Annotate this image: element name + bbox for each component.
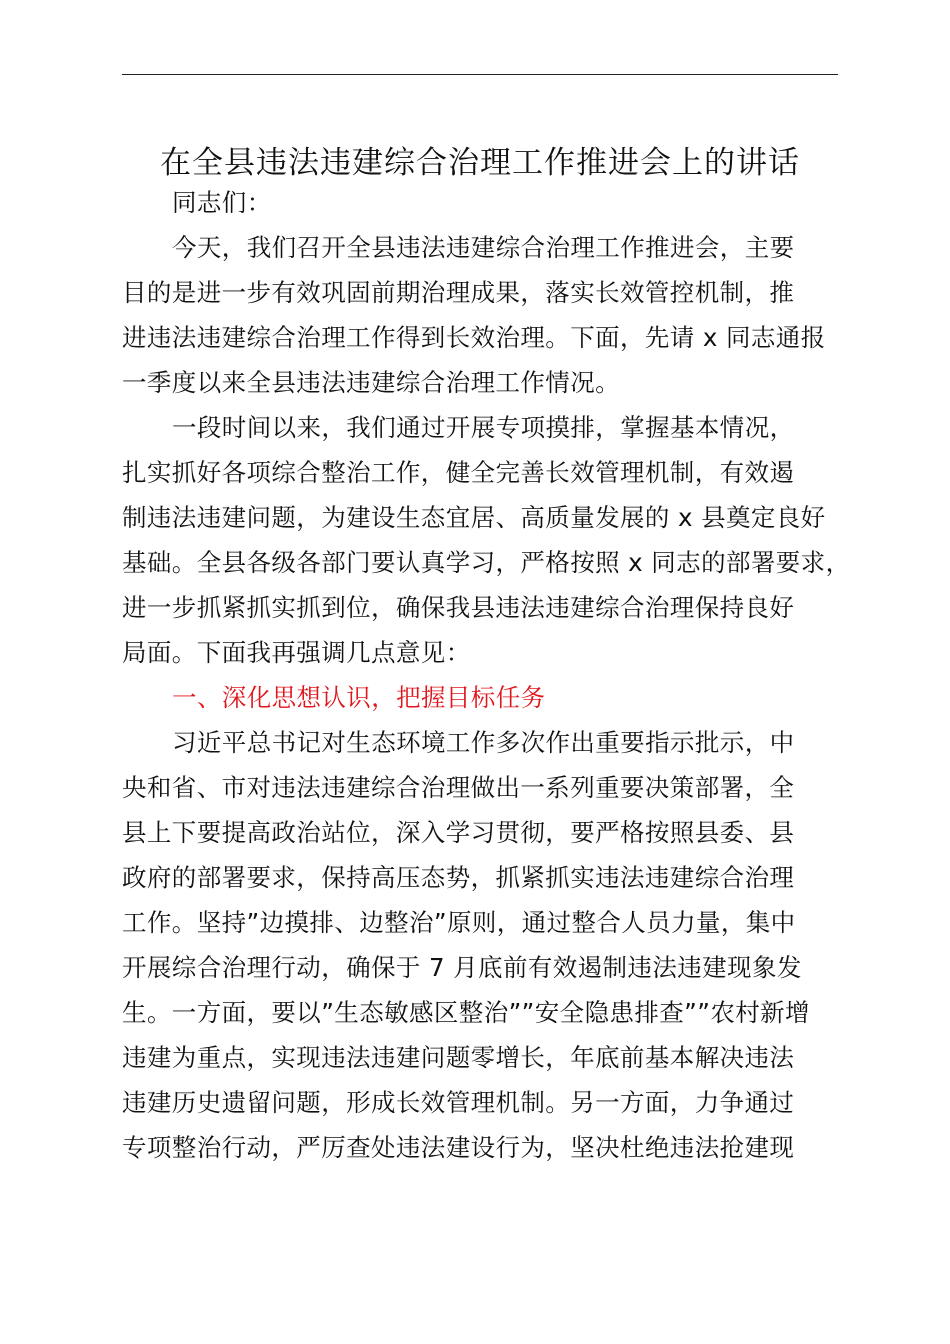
- section-heading: 一、深化思想认识，把握目标任务: [172, 683, 546, 712]
- paragraph-line: 政府的部署要求，保持高压态势，抓紧抓实违法违建综合治理: [122, 863, 795, 892]
- paragraph-line: 工作。坚持”边摸排、边整治”原则，通过整合人员力量，集中: [122, 908, 796, 937]
- paragraph-line: 违建历史遗留问题，形成长效管理机制。另一方面，力争通过: [122, 1088, 795, 1117]
- paragraph-line: 制违法违建问题，为建设生态宜居、高质量发展的 x 县奠定良好: [122, 503, 826, 532]
- header-rule: [122, 74, 838, 75]
- paragraph-line: 一段时间以来，我们通过开展专项摸排，掌握基本情况，: [172, 413, 795, 442]
- paragraph-line: 一季度以来全县违法违建综合治理工作情况。: [122, 368, 620, 397]
- paragraph-line: 央和省、市对违法违建综合治理做出一系列重要决策部署，全: [122, 773, 795, 802]
- paragraph-line: 进违法违建综合治理工作得到长效治理。下面，先请 x 同志通报: [122, 323, 826, 352]
- paragraph-line: 目的是进一步有效巩固前期治理成果，落实长效管控机制，推: [122, 278, 795, 307]
- paragraph-line: 局面。下面我再强调几点意见：: [122, 638, 471, 667]
- paragraph-line: 违建为重点，实现违法违建问题零增长，年底前基本解决违法: [122, 1043, 795, 1072]
- paragraph-line: 扎实抓好各项综合整治工作，健全完善长效管理机制，有效遏: [122, 458, 795, 487]
- paragraph-line: 县上下要提高政治站位，深入学习贯彻，要严格按照县委、县: [122, 818, 795, 847]
- paragraph-line: 专项整治行动，严厉查处违法建设行为，坚决杜绝违法抢建现: [122, 1133, 795, 1162]
- paragraph-line: 基础。全县各级各部门要认真学习，严格按照 x 同志的部署要求，: [122, 548, 851, 577]
- paragraph-line: 今天，我们召开全县违法违建综合治理工作推进会，主要: [172, 233, 795, 262]
- paragraph-line: 进一步抓紧抓实抓到位，确保我县违法违建综合治理保持良好: [122, 593, 795, 622]
- paragraph-line: 习近平总书记对生态环境工作多次作出重要指示批示，中: [172, 728, 795, 757]
- salutation: 同志们：: [172, 188, 272, 217]
- paragraph-line: 生。一方面，要以”生态敏感区整治””安全隐患排查””农村新增: [122, 998, 810, 1027]
- document-title: 在全县违法违建综合治理工作推进会上的讲话: [160, 145, 800, 181]
- paragraph-line: 开展综合治理行动，确保于 7 月底前有效遏制违法违建现象发: [122, 953, 802, 982]
